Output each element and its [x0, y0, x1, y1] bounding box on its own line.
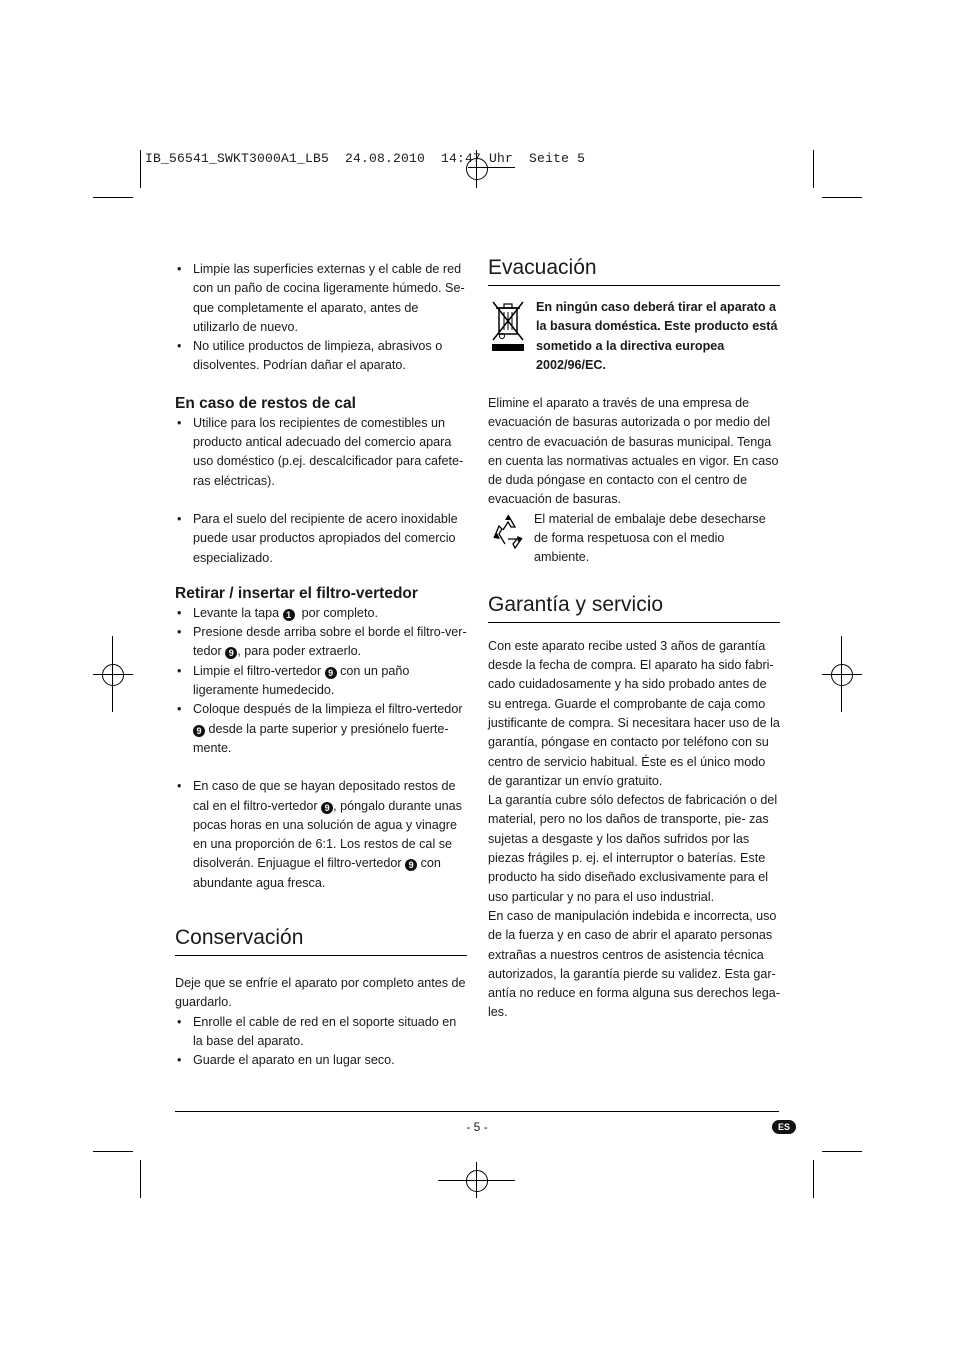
section-heading-filtro: Retirar / insertar el filtro-vertedor: [175, 584, 418, 602]
list-item: • Enrolle el cable de red en el soporte situado en la base del aparato.: [175, 1013, 467, 1052]
part-number-badge: 9: [193, 725, 205, 737]
cal-list: [175, 414, 467, 568]
evacuacion-body: Elimine el aparato a través de una empresa de evacuación de basuras autorizada o por medio del centro de evacuación de basuras municipal. Tenga en cuenta las normativas actuales en vigor. En caso de duda póngase en contacto con el centro de evacuación de basuras.: [488, 396, 779, 507]
part-number-badge: 9: [225, 647, 237, 659]
weee-warning: En ningún caso deberá tirar el aparato a la basura doméstica. Este producto está sometido a la directiva europea 2002/96/EC.: [536, 300, 778, 372]
packaging-notice: [488, 510, 780, 568]
right-column: [488, 255, 780, 1023]
left-column: [175, 260, 467, 1071]
list-item: • Levante la tapa 1 por completo.: [175, 604, 467, 623]
packaging-text: El material de embalaje debe desecharse de forma respetuosa con el medio ambiente.: [534, 511, 766, 565]
registration-mark-icon: [466, 1170, 488, 1192]
section-heading-garantia: Garantía y servicio: [488, 592, 780, 623]
crop-mark: [93, 197, 133, 198]
filtro-list: [175, 604, 467, 893]
list-item: • Para el suelo del recipiente de acero inoxidable puede usar productos apropiados del comercio especializado.: [175, 510, 467, 568]
section-heading-cal: En caso de restos de cal: [175, 394, 356, 412]
list-item: • Guarde el aparato en un lugar seco.: [175, 1051, 467, 1070]
crop-mark: [813, 150, 814, 188]
list-item: • Presione desde arriba sobre el borde el filtro-ver- tedor 9 , para poder extraerlo.: [175, 623, 467, 662]
part-number-badge: 9: [325, 667, 337, 679]
part-number-badge: 1: [283, 609, 295, 621]
part-number-badge: 9: [405, 859, 417, 871]
conservacion-list: [175, 1013, 467, 1071]
list-item: • Coloque después de la limpieza el filtro-vertedor 9 desde la parte superior y presiónelo fuerte- mente.: [175, 700, 467, 758]
slug-underline: [468, 167, 515, 168]
list-item: • Utilice para los recipientes de comestibles un producto antical adecuado del comercio apara uso doméstico (p.ej. descalcificador para cafete- ras eléctricas).: [175, 414, 467, 491]
list-item: • En caso de que se hayan depositado restos de cal en el filtro-vertedor 9 , póngalo durante unas pocas horas en una solución de agua y vinagre en una proporción de 6:1. Los restos de cal se disolverán. Enjuague el filtro-vertedor 9 con abundante agua fresca.: [175, 777, 467, 893]
crop-mark: [140, 1160, 141, 1198]
page-number: - 5 -: [466, 1120, 488, 1134]
registration-mark-icon: [831, 664, 853, 686]
recycle-icon: [489, 512, 527, 550]
list-item: • Limpie las superficies externas y el cable de red con un paño de cocina ligeramente húmedo. Se- que completamente el aparato, antes de utilizarlo de nuevo.: [175, 260, 467, 337]
print-slug: IB_56541_SWKT3000A1_LB5 24.08.2010 14:47 Uhr Seite 5: [145, 151, 586, 166]
part-number-badge: 9: [321, 802, 333, 814]
garantia-p2: La garantía cubre sólo defectos de fabricación o del material, pero no los daños de transporte, pie- zas sujetas a desgaste y los daños sufridos por las piezas frágiles p. ej. el interruptor o baterías. Este producto ha sido diseñado exclusivamente para el uso particular y no para el uso industrial.: [488, 793, 778, 904]
registration-mark-icon: [102, 664, 124, 686]
footer-rule: [175, 1111, 779, 1112]
crop-mark: [813, 1160, 814, 1198]
crop-mark: [140, 150, 141, 188]
crop-mark: [93, 1151, 133, 1152]
list-item: • Limpie el filtro-vertedor 9 con un paño ligeramente humedecido.: [175, 662, 467, 701]
garantia-p1: Con este aparato recibe usted 3 años de garantía desde la fecha de compra. El aparato ha sido fabri- cado cuidadosamente y ha sido probado antes de su entrega. Guarde el comprobante de caja como justificante de compra. Si necesitara hacer uso de la garantía, póngase en contacto por teléfono con su centro de servicio habitual. Éste es el único modo de garantizar un envío gratuito.: [488, 638, 780, 788]
weee-bin-icon: [490, 300, 526, 352]
section-heading-conservacion: Conservación: [175, 925, 467, 956]
crop-mark: [822, 1151, 862, 1152]
crop-mark: [822, 197, 862, 198]
list-item: • No utilice productos de limpieza, abrasivos o disolventes. Podrían dañar el aparato.: [175, 337, 467, 376]
weee-notice: [488, 298, 780, 376]
section-heading-evacuacion: Evacuación: [488, 255, 780, 286]
conservacion-intro: Deje que se enfríe el aparato por completo antes de guardarlo.: [175, 976, 466, 1010]
intro-list: [175, 260, 467, 376]
language-badge: ES: [772, 1120, 796, 1134]
garantia-p3: En caso de manipulación indebida e incorrecta, uso de la fuerza y en caso de abrir el aparato personas extrañas a nuestros centros de asistencia técnica autorizados, la garantía pierde su validez. Esta gar- antía no reduce en forma alguna sus derechos lega- les.: [488, 908, 780, 1020]
